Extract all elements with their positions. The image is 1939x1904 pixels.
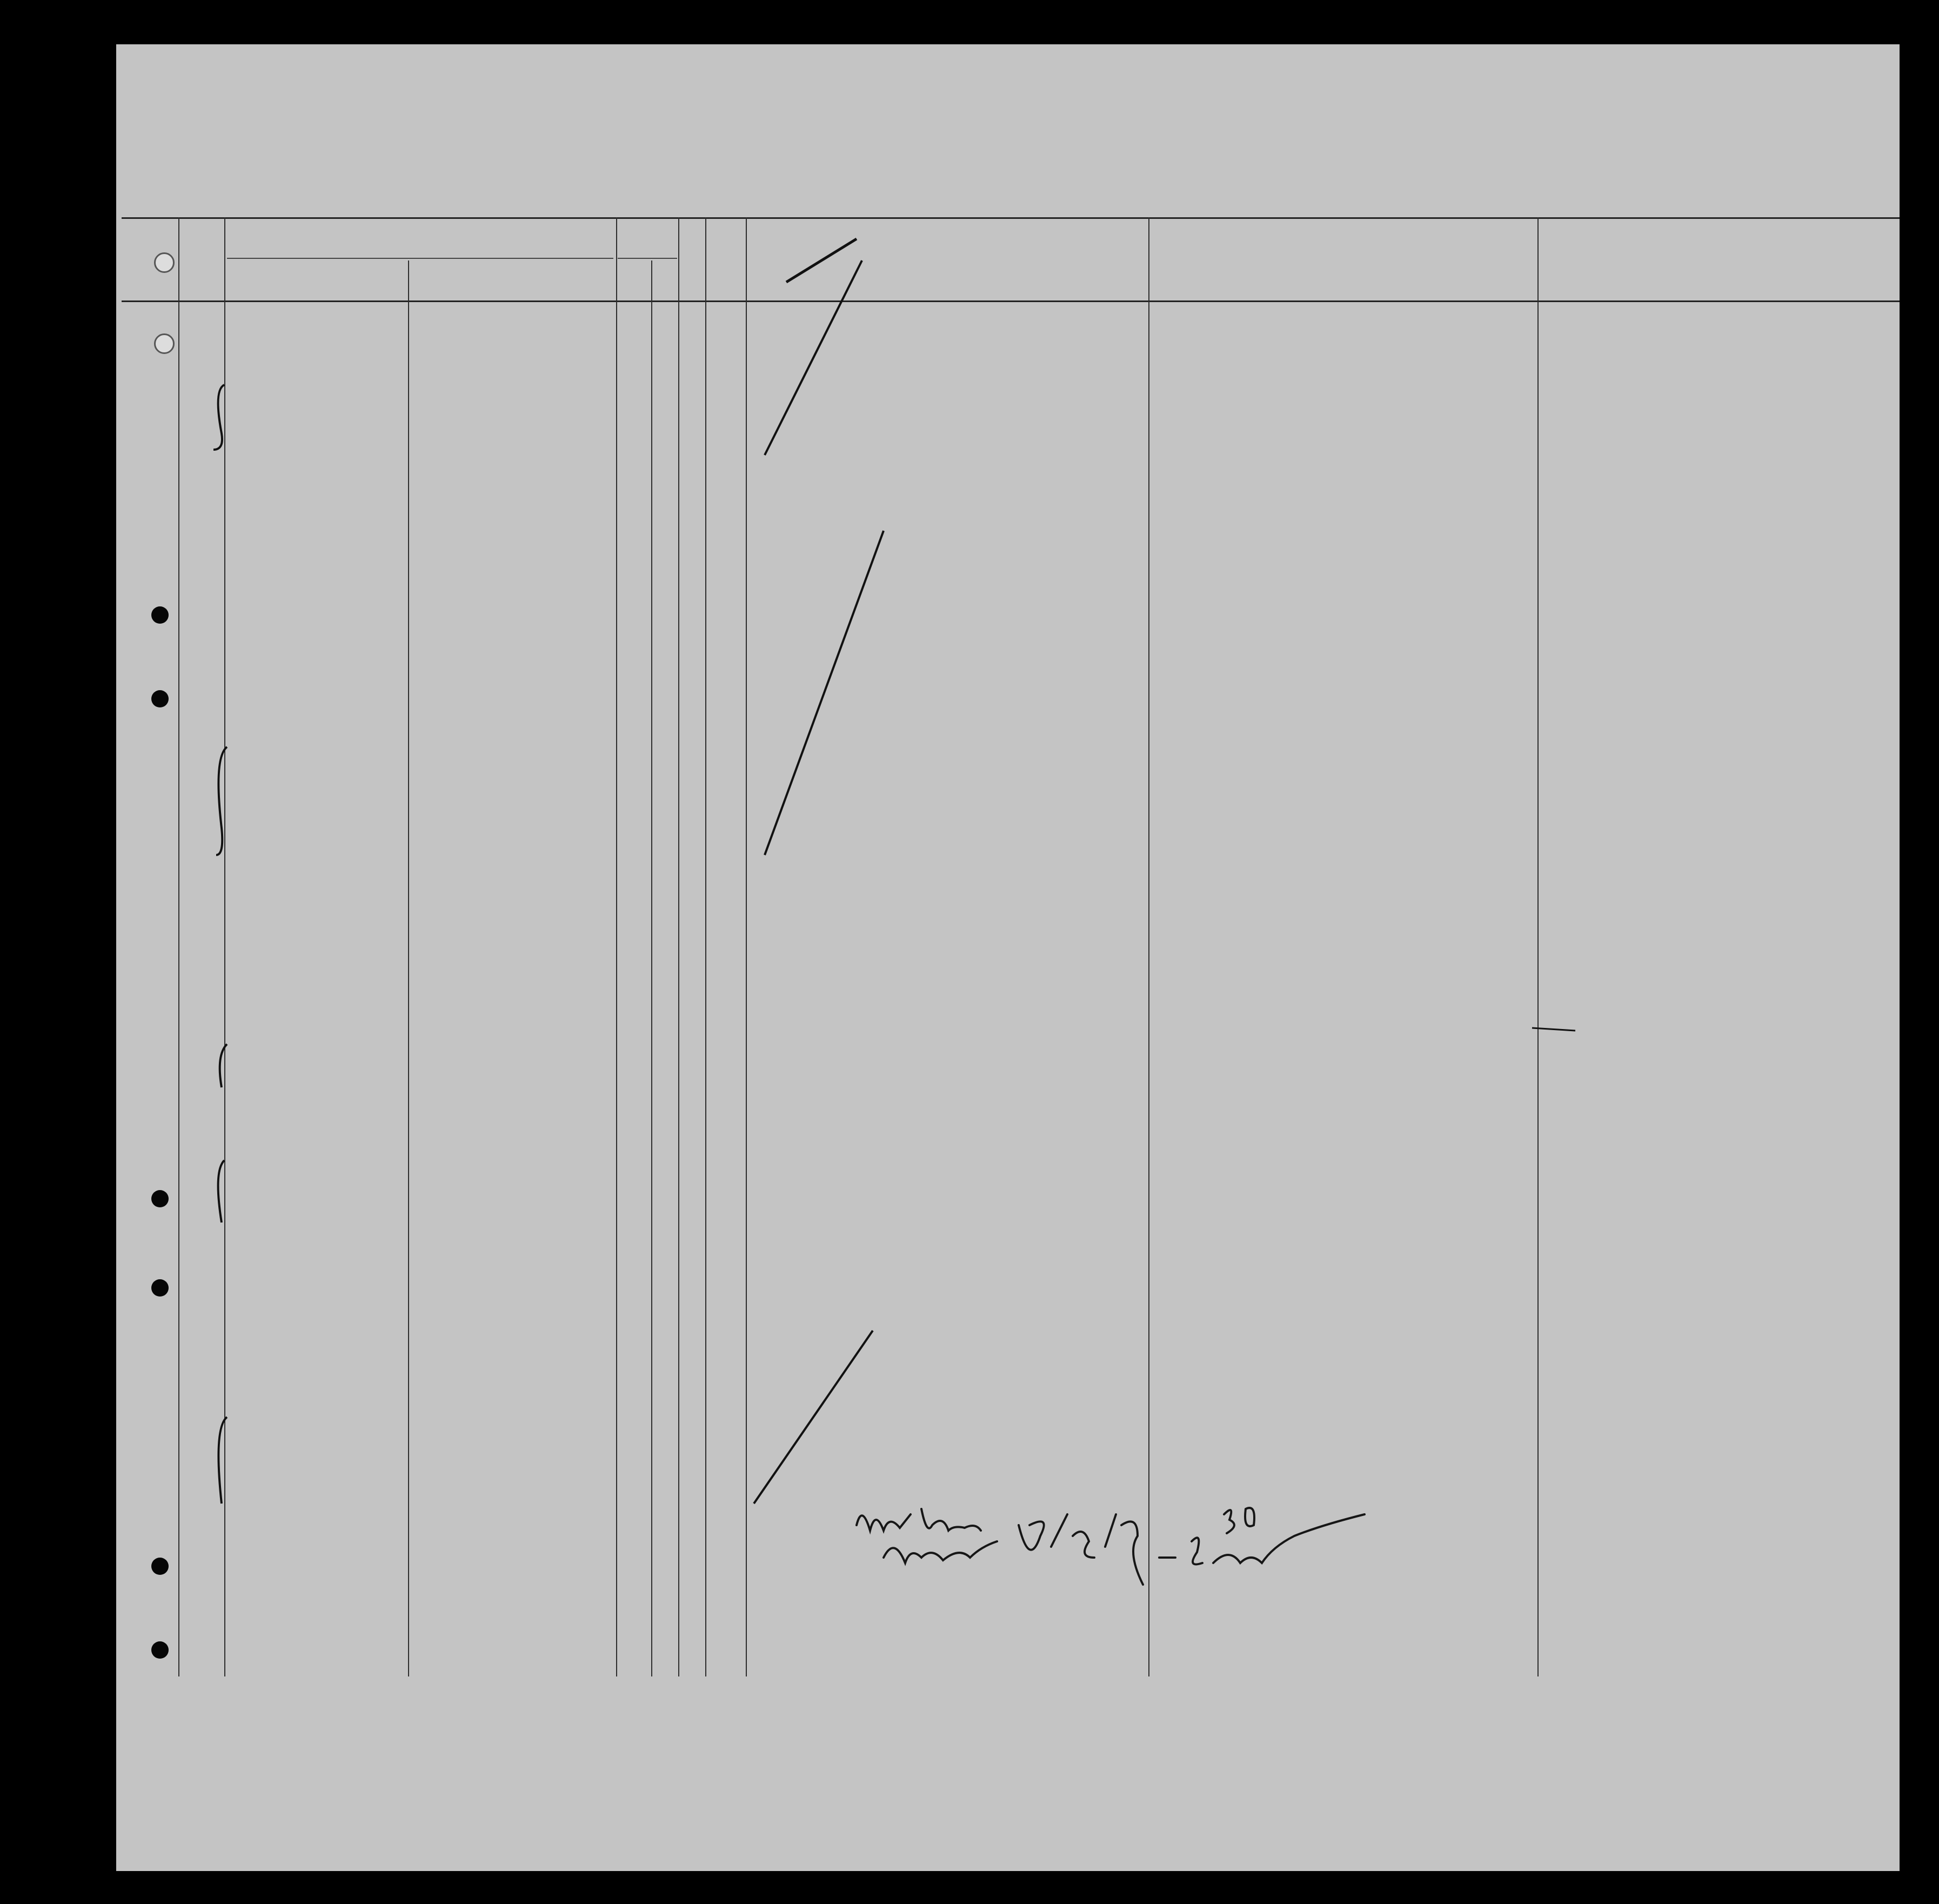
binder-hole-7 <box>151 1558 169 1575</box>
family-bracket-1 <box>213 385 224 450</box>
binder-hole-8 <box>151 1641 169 1659</box>
header-stroke <box>786 239 857 282</box>
inspector-signature <box>727 1493 1429 1601</box>
family-bracket-5 <box>218 1417 227 1504</box>
manifest-sheet <box>116 44 1900 1871</box>
long-stroke-1 <box>765 260 862 455</box>
family-bracket-3 <box>220 1044 227 1087</box>
family-bracket-2 <box>216 747 227 855</box>
binder-hole-2 <box>154 333 175 354</box>
family-bracket-4 <box>218 1160 224 1222</box>
binder-hole-6 <box>151 1279 169 1297</box>
address-underline <box>1532 1028 1575 1031</box>
long-stroke-3 <box>754 1331 873 1504</box>
binder-hole-3 <box>151 606 169 624</box>
binder-hole-4 <box>151 690 169 707</box>
binder-hole-1 <box>154 252 175 273</box>
long-stroke-2 <box>765 531 884 855</box>
binder-hole-5 <box>151 1190 169 1207</box>
